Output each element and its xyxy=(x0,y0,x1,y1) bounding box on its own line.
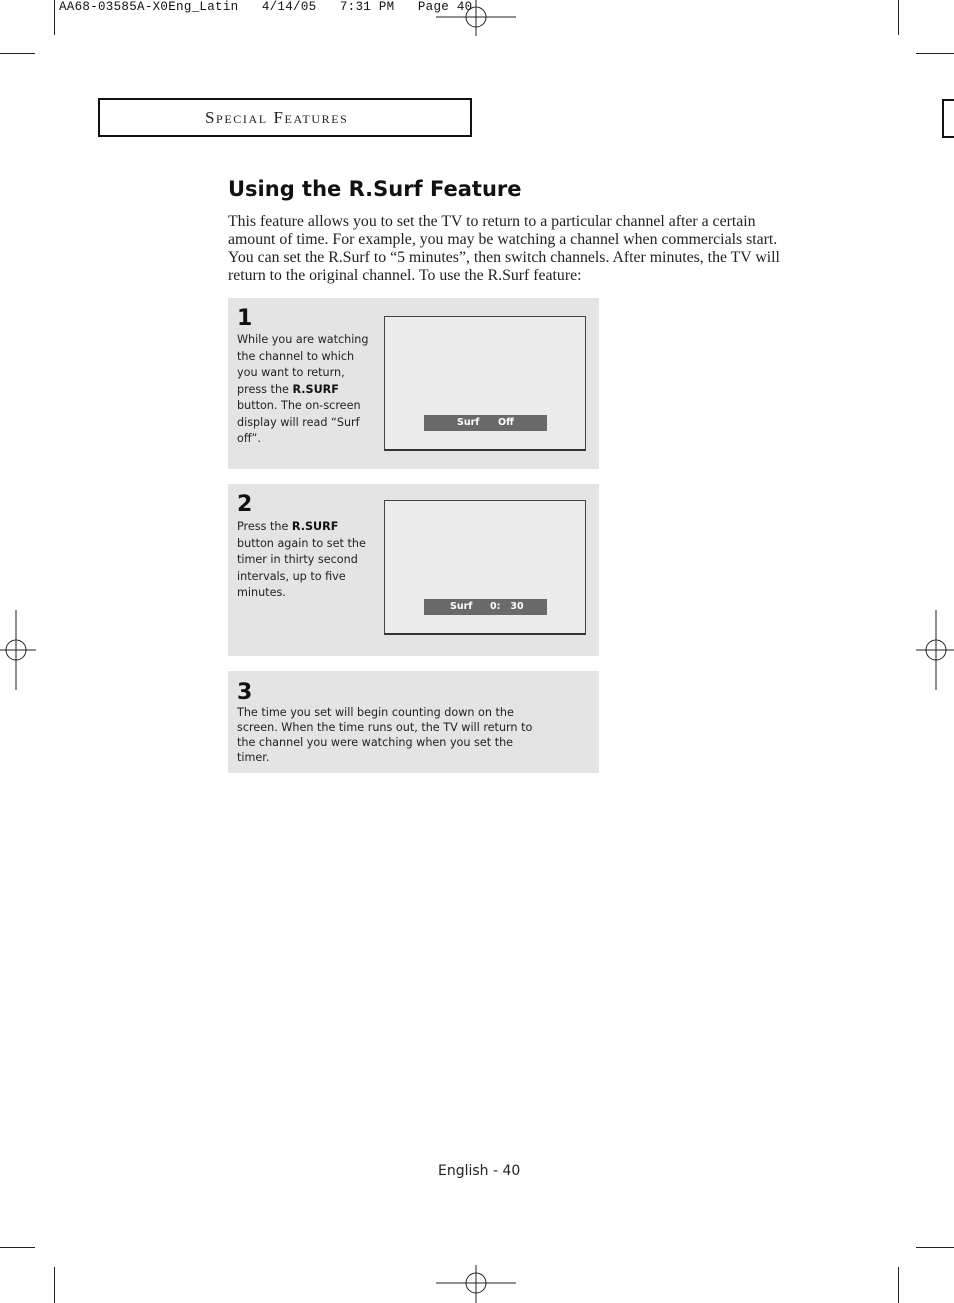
button-name: R.SURF xyxy=(292,382,339,396)
print-slug-line: AA68-03585A-X0Eng_Latin 4/14/05 7:31 PM Page 40 xyxy=(59,0,473,14)
crop-mark xyxy=(898,1267,899,1303)
crop-mark xyxy=(898,0,899,35)
page-tab-marker xyxy=(942,99,954,138)
osd-surf-display xyxy=(424,599,547,615)
crop-mark xyxy=(54,0,55,35)
section-header xyxy=(98,98,472,137)
step-instruction: While you are watching the channel to which you want to return, press the R.SURF button. The on-screen display will read “Surf off”. xyxy=(237,333,369,445)
step-2-panel xyxy=(228,484,599,656)
page-heading: Using the R.Surf Feature xyxy=(228,177,522,201)
crop-mark xyxy=(916,53,954,54)
crop-mark xyxy=(916,1247,954,1248)
step-number: 1 xyxy=(237,306,253,331)
tv-screen-illustration xyxy=(384,316,586,451)
crop-mark xyxy=(54,1267,55,1303)
step-1-panel xyxy=(228,298,599,469)
tv-screen-illustration xyxy=(384,500,586,635)
osd-surf-display xyxy=(424,415,547,431)
crop-mark xyxy=(0,1247,35,1248)
registration-mark-bottom xyxy=(436,1265,516,1303)
intro-paragraph: This feature allows you to set the TV to return to a particular channel after a certain amount of time. For example, you may be watching a channel when commercials start. You can set the R.Surf to “5 minutes”, then switch channels. After minutes, the TV will return to the original channel. To use the R.Surf feature: xyxy=(228,213,780,284)
osd-label: Surf xyxy=(457,417,480,428)
section-title: Special Features xyxy=(205,108,349,127)
registration-mark-left xyxy=(0,610,36,690)
step-number: 2 xyxy=(237,492,253,517)
osd-value: 0: 30 xyxy=(490,601,524,612)
osd-label: Surf xyxy=(450,601,473,612)
button-name: R.SURF xyxy=(291,520,339,533)
osd-value: Off xyxy=(498,417,514,428)
step-number: 3 xyxy=(237,680,253,705)
registration-mark-right xyxy=(916,610,954,690)
page-number: English - 40 xyxy=(438,1163,521,1179)
step-instruction: The time you set will begin counting down on the screen. When the time runs out, the TV will return to the channel you were watching when you set the timer. xyxy=(237,706,533,764)
crop-mark xyxy=(0,53,35,54)
step-3-panel xyxy=(228,671,599,773)
step-instruction: Press the R.SURF button again to set the timer in thirty second intervals, up to five minutes. xyxy=(237,520,366,599)
